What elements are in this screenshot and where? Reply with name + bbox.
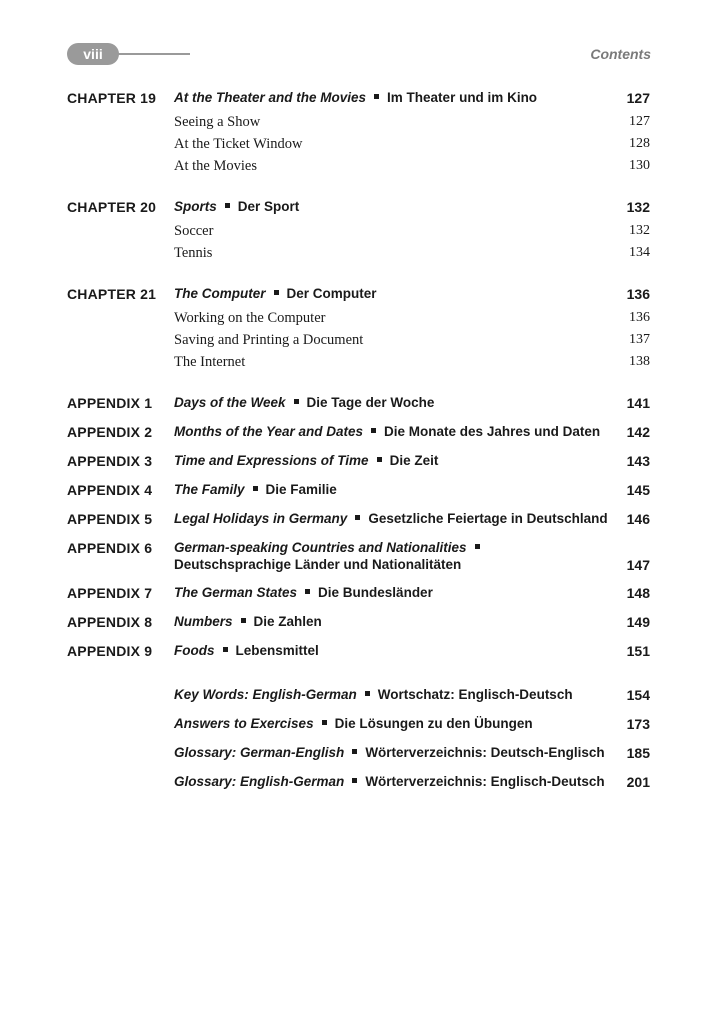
- appendix-page: 143: [626, 453, 650, 469]
- section-title: Saving and Printing a Document: [174, 332, 364, 348]
- toc-appendix-9[interactable]: [0, 643, 717, 665]
- chapter-label: CHAPTER 20: [67, 199, 157, 215]
- section-page: 127: [629, 114, 650, 129]
- back-matter-title: Glossary: German-English Wörterverzeichnis: Deutsch-Englisch: [174, 745, 605, 760]
- toc-chapter-19[interactable]: [0, 90, 717, 112]
- section-page: 136: [629, 310, 650, 325]
- appendix-page: 148: [626, 585, 650, 601]
- appendix-label: APPENDIX 8: [67, 614, 153, 630]
- section-page: 130: [629, 158, 650, 173]
- toc-section[interactable]: [0, 114, 717, 136]
- chapter-page: 127: [626, 90, 650, 106]
- toc-key-words[interactable]: [0, 687, 717, 709]
- appendix-title-en: German-speaking Countries and Nationalities: [174, 540, 488, 555]
- back-matter-title: Key Words: English-German Wortschatz: Englisch-Deutsch: [174, 687, 573, 702]
- toc-chapter-20[interactable]: [0, 199, 717, 221]
- toc-appendix-7[interactable]: [0, 585, 717, 607]
- back-matter-page: 154: [626, 687, 650, 703]
- toc-appendix-2[interactable]: [0, 424, 717, 446]
- appendix-page: 145: [626, 482, 650, 498]
- toc-appendix-8[interactable]: [0, 614, 717, 636]
- back-matter-page: 185: [626, 745, 650, 761]
- chapter-label: CHAPTER 19: [67, 90, 157, 106]
- appendix-label: APPENDIX 4: [67, 482, 153, 498]
- section-title: The Internet: [174, 354, 246, 370]
- toc-answers[interactable]: [0, 716, 717, 738]
- section-page: 128: [629, 136, 650, 151]
- appendix-title: Numbers Die Zahlen: [174, 614, 322, 629]
- appendix-page: 146: [626, 511, 650, 527]
- section-page: 134: [629, 245, 650, 260]
- appendix-page: 147: [626, 557, 650, 573]
- section-title: Tennis: [174, 245, 213, 261]
- appendix-label: APPENDIX 6: [67, 540, 153, 556]
- appendix-label: APPENDIX 3: [67, 453, 153, 469]
- section-title: Working on the Computer: [174, 310, 326, 326]
- toc-chapter-21[interactable]: [0, 286, 717, 308]
- toc-appendix-5[interactable]: [0, 511, 717, 533]
- appendix-title-de: Deutschsprachige Länder und Nationalitäten: [174, 557, 462, 572]
- toc-section[interactable]: [0, 223, 717, 245]
- toc-section[interactable]: [0, 310, 717, 332]
- appendix-page: 141: [626, 395, 650, 411]
- appendix-title: Legal Holidays in Germany Gesetzliche Feiertage in Deutschland: [174, 511, 608, 526]
- back-matter-page: 201: [626, 774, 650, 790]
- section-title: At the Movies: [174, 158, 257, 174]
- toc-section[interactable]: [0, 245, 717, 267]
- section-title: At the Ticket Window: [174, 136, 303, 152]
- appendix-page: 142: [626, 424, 650, 440]
- toc-section[interactable]: [0, 136, 717, 158]
- appendix-page: 151: [626, 643, 650, 659]
- chapter-title: The Computer Der Computer: [174, 286, 377, 301]
- back-matter-title: Glossary: English-German Wörterverzeichnis: Englisch-Deutsch: [174, 774, 605, 789]
- chapter-title: At the Theater and the Movies Im Theater und im Kino: [174, 90, 538, 105]
- appendix-label: APPENDIX 9: [67, 643, 153, 659]
- toc-appendix-4[interactable]: [0, 482, 717, 504]
- appendix-label: APPENDIX 2: [67, 424, 153, 440]
- chapter-label: CHAPTER 21: [67, 286, 157, 302]
- header-rule: [118, 53, 190, 55]
- toc-section[interactable]: [0, 332, 717, 354]
- appendix-label: APPENDIX 5: [67, 511, 153, 527]
- toc-glossary-en-de[interactable]: [0, 774, 717, 796]
- appendix-title: Foods Lebensmittel: [174, 643, 319, 658]
- toc-section[interactable]: [0, 158, 717, 180]
- section-title: Soccer: [174, 223, 214, 239]
- appendix-title: The German States Die Bundesländer: [174, 585, 433, 600]
- chapter-page: 136: [626, 286, 650, 302]
- section-title: Seeing a Show: [174, 114, 261, 130]
- appendix-label: APPENDIX 7: [67, 585, 153, 601]
- toc-section[interactable]: [0, 354, 717, 376]
- toc-appendix-1[interactable]: [0, 395, 717, 417]
- appendix-title: The Family Die Familie: [174, 482, 337, 497]
- page-number-badge: viii: [67, 43, 119, 65]
- chapter-page: 132: [626, 199, 650, 215]
- section-page: 138: [629, 354, 650, 369]
- appendix-title: Days of the Week Die Tage der Woche: [174, 395, 435, 410]
- appendix-label: APPENDIX 1: [67, 395, 153, 411]
- chapter-title: Sports Der Sport: [174, 199, 300, 214]
- back-matter-page: 173: [626, 716, 650, 732]
- toc-appendix-3[interactable]: [0, 453, 717, 475]
- running-title: Contents: [590, 46, 651, 62]
- appendix-title: Time and Expressions of Time Die Zeit: [174, 453, 439, 468]
- back-matter-title: Answers to Exercises Die Lösungen zu den Übungen: [174, 716, 533, 731]
- section-page: 132: [629, 223, 650, 238]
- toc-appendix-6[interactable]: [0, 540, 717, 580]
- appendix-title: Months of the Year and Dates Die Monate des Jahres und Daten: [174, 424, 601, 439]
- toc-glossary-de-en[interactable]: [0, 745, 717, 767]
- appendix-page: 149: [626, 614, 650, 630]
- section-page: 137: [629, 332, 650, 347]
